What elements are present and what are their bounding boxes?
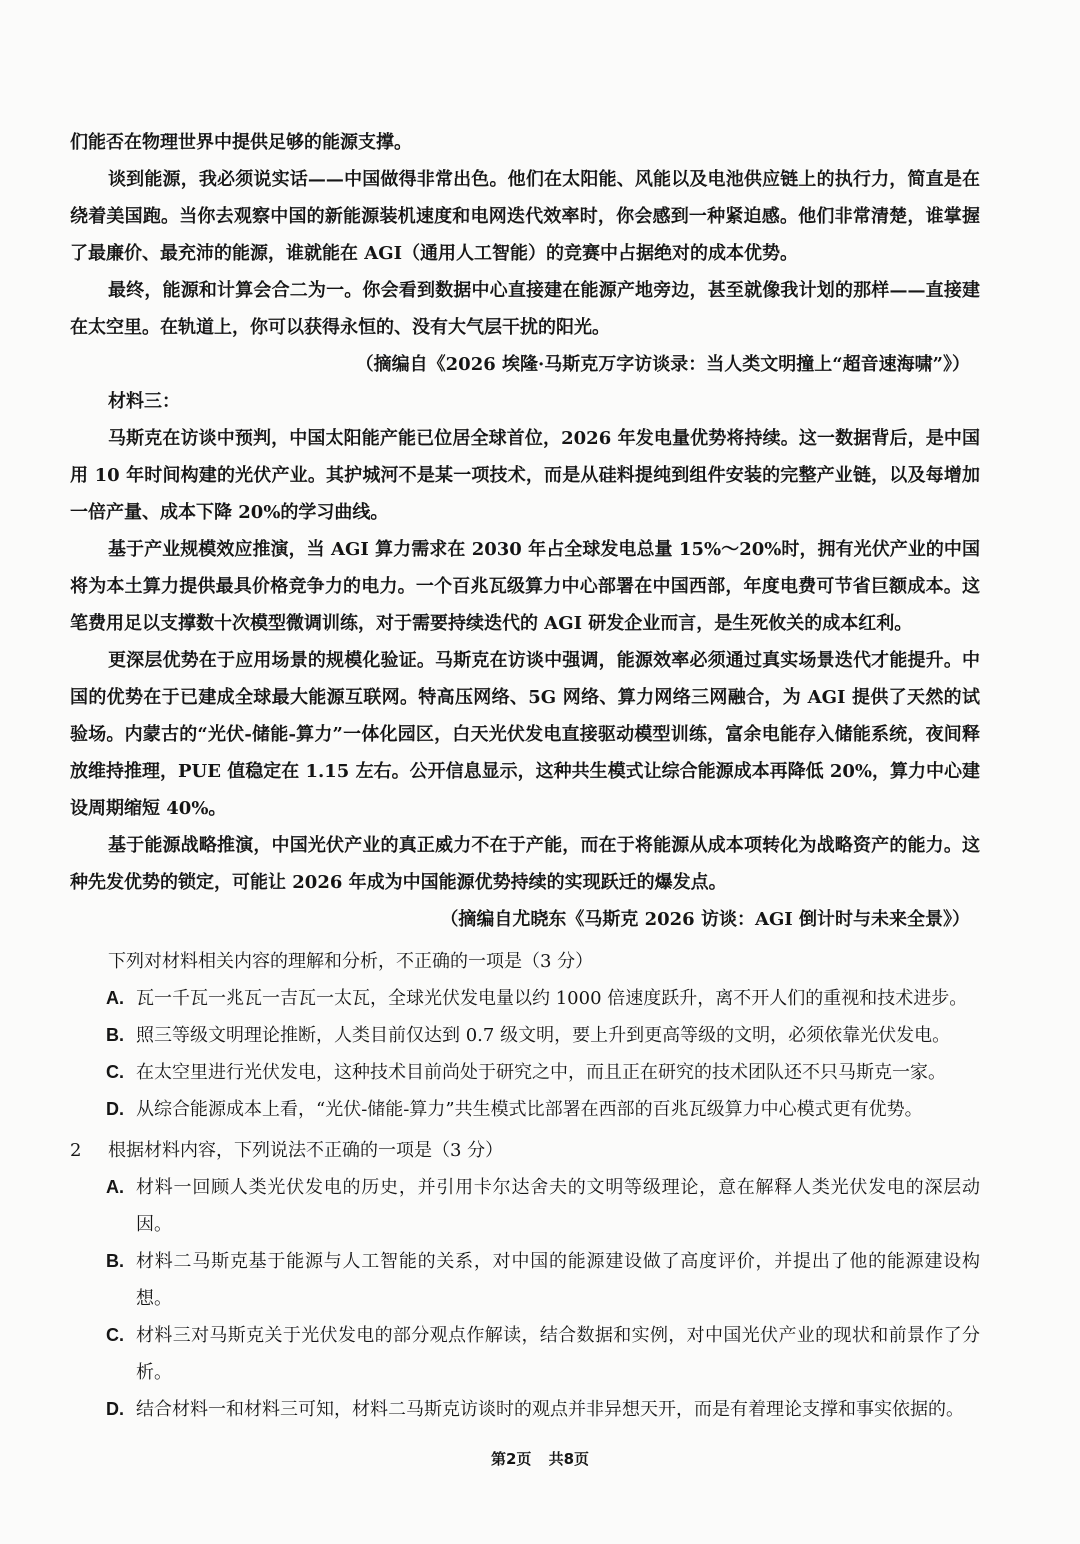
page-footer	[0, 1448, 1080, 1469]
option-text: 照三等级文明理论推断，人类目前仅达到 0.7 级文明，要上升到更高等级的文明，必须依靠光伏发电。	[136, 1025, 951, 1046]
option-text: 材料一回顾人类光伏发电的历史，并引用卡尔达舍夫的文明等级理论，意在解释人类光伏发电的深层动因。	[136, 1177, 980, 1235]
option-label: A.	[106, 1177, 124, 1197]
option-label: D.	[106, 1399, 124, 1419]
material3-paragraph-4: 基于能源战略推演，中国光伏产业的真正威力不在于产能，而在于将能源从成本项转化为战略资产的能力。这种先发优势的锁定，可能让 2026 年成为中国能源优势持续的实现跃迁的爆发点。	[70, 835, 980, 893]
source-citation-material2: （摘编自《2026 埃隆·马斯克万字访谈录：当人类文明撞上“超音速海啸”》）	[355, 354, 970, 375]
option-label: A.	[106, 988, 124, 1008]
option-text: 材料三对马斯克关于光伏发电的部分观点作解读，结合数据和实例，对中国光伏产业的现状和前景作了分析。	[136, 1325, 980, 1383]
question-1-stem: 下列对材料相关内容的理解和分析，不正确的一项是（3 分）	[108, 951, 594, 972]
paragraph-energy-compute: 最终，能源和计算会合二为一。你会看到数据中心直接建在能源产地旁边，甚至就像我计划的那样——直接建在太空里。在轨道上，你可以获得永恒的、没有大气层干扰的阳光。	[70, 280, 980, 338]
question-1-option-a	[106, 980, 980, 1017]
material3-heading: 材料三：	[108, 391, 180, 412]
option-text: 在太空里进行光伏发电，这种技术目前尚处于研究之中，而且正在研究的技术团队还不只马斯克一家。	[136, 1062, 946, 1083]
question-2-option-c	[106, 1317, 980, 1391]
option-label: D.	[106, 1099, 124, 1119]
page-number: 第2页	[490, 1450, 532, 1468]
question-2-option-d	[106, 1391, 980, 1428]
paragraph-energy-china: 谈到能源，我必须说实话——中国做得非常出色。他们在太阳能、风能以及电池供应链上的执行力，简直是在绕着美国跑。当你去观察中国的新能源装机速度和电网迭代效率时，你会感到一种紧迫感。他们非常清楚，谁掌握了最廉价、最充沛的能源，谁就能在 AGI（通用人工智能）的竞赛中占据绝对的成本优势。	[70, 169, 980, 264]
option-label: B.	[106, 1251, 124, 1271]
option-label: C.	[106, 1062, 124, 1082]
page-total: 共8页	[548, 1450, 590, 1468]
question-2-stem: 根据材料内容，下列说法不正确的一项是（3 分）	[108, 1140, 504, 1161]
question-2-option-b	[106, 1243, 980, 1317]
option-text: 结合材料一和材料三可知，材料二马斯克访谈时的观点并非异想天开，而是有着理论支撑和事实依据的。	[136, 1399, 964, 1420]
source-citation-material3: （摘编自尤晓东《马斯克 2026 访谈：AGI 倒计时与未来全景》）	[440, 909, 970, 930]
paragraph-continuation: 们能否在物理世界中提供足够的能源支撑。	[70, 132, 412, 153]
option-text: 材料二马斯克基于能源与人工智能的关系，对中国的能源建设做了高度评价，并提出了他的能源建设构想。	[136, 1251, 980, 1309]
material3-paragraph-2: 基于产业规模效应推演，当 AGI 算力需求在 2030 年占全球发电总量 15%～20%时，拥有光伏产业的中国将为本土算力提供最具价格竞争力的电力。一个百兆瓦级算力中心部署在中国西部，年度电费可节省巨额成本。这笔费用足以支撑数十次模型微调训练，对于需要持续迭代的 AGI 研发企业而言，是生死攸关的成本红利。	[70, 539, 980, 634]
option-text: 从综合能源成本上看，“光伏-储能-算力”共生模式比部署在西部的百兆瓦级算力中心模式更有优势。	[136, 1099, 923, 1120]
question-2-option-a	[106, 1169, 980, 1243]
option-text: 瓦一千瓦一兆瓦一吉瓦一太瓦，全球光伏发电量以约 1000 倍速度跃升，离不开人们的重视和技术进步。	[136, 988, 968, 1009]
question-1-option-c	[106, 1054, 980, 1091]
material3-paragraph-1: 马斯克在访谈中预判，中国太阳能产能已位居全球首位，2026 年发电量优势将持续。这一数据背后，是中国用 10 年时间构建的光伏产业。其护城河不是某一项技术，而是从硅料提纯到组件安装的完整产业链，以及每增加一倍产量、成本下降 20%的学习曲线。	[70, 428, 980, 523]
question-2-number: 2	[70, 1140, 82, 1161]
option-label: C.	[106, 1325, 124, 1345]
material3-paragraph-3: 更深层优势在于应用场景的规模化验证。马斯克在访谈中强调，能源效率必须通过真实场景迭代才能提升。中国的优势在于已建成全球最大能源互联网。特高压网络、5G 网络、算力网络三网融合，为 AGI 提供了天然的试验场。内蒙古的“光伏-储能-算力”一体化园区，白天光伏发电直接驱动模型训练，富余电能存入储能系统，夜间释放维持推理，PUE 值稳定在 1.15 左右。公开信息显示，这种共生模式让综合能源成本再降低 20%，算力中心建设周期缩短 40%。	[70, 650, 981, 819]
question-1-option-b	[106, 1017, 980, 1054]
question-1-option-d	[106, 1091, 980, 1128]
option-label: B.	[106, 1025, 124, 1045]
